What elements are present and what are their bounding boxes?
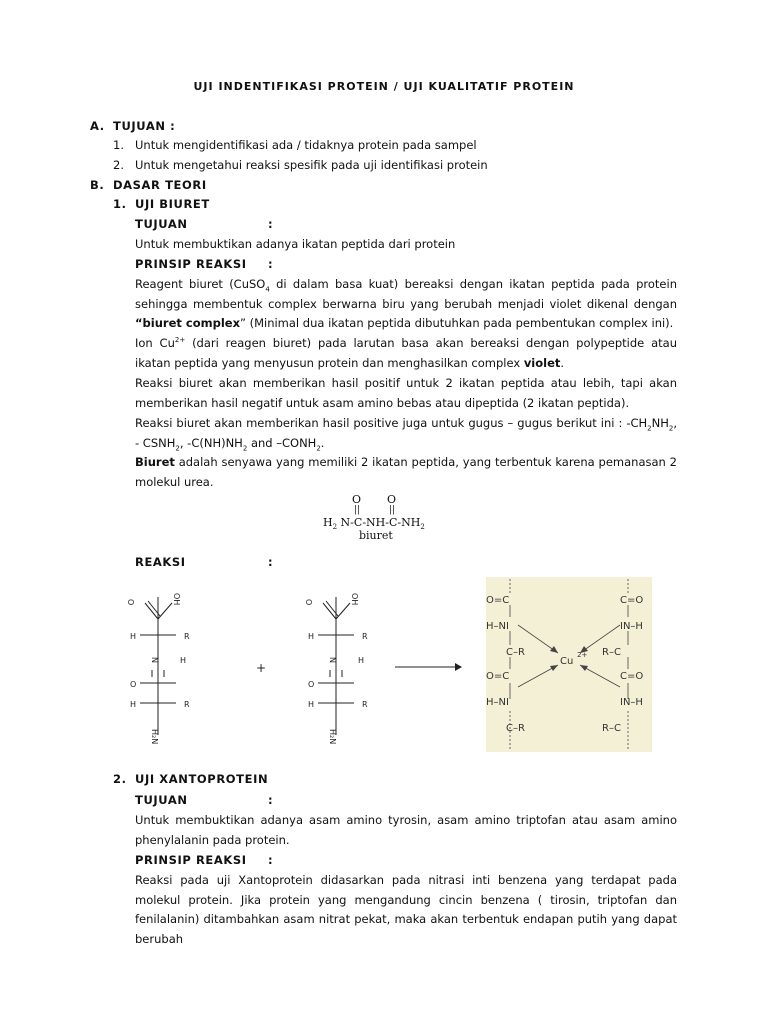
svg-text:N: N [328, 657, 337, 663]
biuret-tujuan-colon: : [268, 217, 274, 231]
biuret-reaksi-colon: : [268, 555, 274, 569]
structure-double-bond: || [389, 505, 396, 515]
xanto-num: 2. [113, 772, 127, 786]
biuret-paragraph-3: Reaksi biuret akan memberikan hasil positif untuk 2 ikatan peptida atau lebih, tapi akan memberikan hasil negatif untuk asam amino bebas atau dipeptida (2 ikatan peptida). [135, 376, 677, 410]
xanto-prinsip-text: Reaksi pada uji Xantoprotein didasarkan pada nitrasi inti benzena yang terdapat pada molekul protein. Jika protein yang mengandung cincin benzena ( tirosin, triptofan dan fenilalanin) ditambahkan asam nitrat pekat, maka akan terbentuk endapan putih yang dapat berubah [135, 873, 677, 946]
xanto-heading: UJI XANTOPROTEIN [135, 772, 269, 786]
biuret-tujuan-text: Untuk membuktikan adanya ikatan peptida dari protein [135, 237, 456, 251]
biuret-paragraph-5: Biuret adalah senyawa yang memiliki 2 ikatan peptida, yang terbentuk karena pemanasan 2 molekul urea. [135, 455, 677, 489]
svg-text:H: H [308, 632, 315, 641]
peptide-structure-2 [318, 597, 354, 735]
svg-text:H₂N: H₂N [150, 729, 159, 745]
copper-ion-label: Cu [560, 656, 574, 667]
peptide-structure-1 [140, 597, 176, 735]
svg-text:H: H [358, 656, 365, 665]
biuret-prinsip-label: PRINSIP REAKSI [135, 257, 247, 271]
svg-text:N: N [150, 657, 159, 663]
section-b-marker: B. [90, 178, 105, 192]
svg-text:C–R: C–R [506, 723, 525, 734]
xanto-tujuan-label: TUJUAN [135, 793, 188, 807]
xanto-prinsip-label: PRINSIP REAKSI [135, 853, 247, 867]
biuret-paragraph-1: Reagent biuret (CuSO$_4$ di dalam basa kuat) bereaksi dengan ikatan peptida pada protein sehingga membentuk complex berwarna biru yang berubah menjadi violet dikenal dengan “biuret complex” (Minimal dua ikatan peptida dibutuhkan pada pembentukan complex ini). [135, 277, 677, 331]
section-a-item-num: 2. [113, 158, 124, 172]
svg-text:O: O [304, 599, 313, 606]
svg-text:IN–H: IN–H [620, 621, 643, 632]
svg-text:C=O: C=O [620, 595, 644, 606]
biuret-prinsip-colon: : [268, 257, 274, 271]
plus-sign: + [256, 661, 267, 675]
svg-text:R: R [362, 700, 368, 709]
copper-complex [486, 577, 652, 752]
document-title: UJI INDENTIFIKASI PROTEIN / UJI KUALITATIF PROTEIN [193, 80, 575, 93]
structure-double-bond: || [354, 505, 361, 515]
svg-text:OH: OH [172, 593, 181, 606]
svg-text:O=C: O=C [486, 595, 510, 606]
svg-text:R–C: R–C [602, 723, 621, 734]
structure-caption: biuret [359, 529, 393, 542]
biuret-reaction-scheme [110, 575, 670, 755]
svg-text:R: R [362, 632, 368, 641]
structure-formula: $H_2$ $N-C-NH-C-NH_2$ [323, 516, 425, 532]
svg-text:IN–H: IN–H [620, 697, 643, 708]
xanto-tujuan-text: Untuk membuktikan adanya asam amino tyrosin, asam amino triptofan atau asam amino phenylalanin pada protein. [135, 813, 677, 847]
svg-text:O: O [308, 680, 315, 689]
svg-text:H: H [130, 632, 137, 641]
structure-oxygen: O [387, 493, 397, 506]
biuret-tujuan-label: TUJUAN [135, 217, 188, 231]
svg-text:C=O: C=O [620, 671, 644, 682]
copper-ion-charge: 2+ [577, 651, 588, 659]
svg-text:H–NI: H–NI [486, 621, 509, 632]
svg-text:H–NI: H–NI [486, 697, 509, 708]
section-a-marker: A. [90, 119, 105, 133]
section-b-label: DASAR TEORI [113, 178, 207, 192]
section-a-label: TUJUAN : [113, 119, 176, 133]
svg-text:O: O [126, 599, 135, 606]
svg-text:H: H [180, 656, 187, 665]
biuret-num: 1. [113, 197, 127, 211]
biuret-paragraph-2: Ion $Cu^{2+}$ (dari reagen biuret) pada larutan basa akan bereaksi dengan polypeptide atau ikatan peptida yang menyusun protein dan menghasilkan complex violet. [135, 336, 677, 370]
svg-text:H: H [130, 700, 137, 709]
svg-text:C–R: C–R [506, 647, 525, 658]
xanto-tujuan-colon: : [268, 793, 274, 807]
svg-text:H₂N: H₂N [328, 729, 337, 745]
svg-text:R: R [184, 632, 190, 641]
svg-text:R: R [184, 700, 190, 709]
biuret-paragraph-4: Reaksi biuret akan memberikan hasil positive juga untuk gugus – gugus berikut ini : $-CH_2NH_2$, - $CSNH_2$, $-C(NH)NH_2$ and $-CONH_2$. [135, 416, 677, 452]
svg-text:O=C: O=C [486, 671, 510, 682]
reaction-arrow [395, 663, 462, 671]
xanto-prinsip-colon: : [268, 853, 274, 867]
svg-text:O: O [130, 680, 137, 689]
svg-text:OH: OH [350, 593, 359, 606]
section-a-item-text: Untuk mengidentifikasi ada / tidaknya protein pada sampel [135, 138, 477, 152]
biuret-heading: UJI BIURET [135, 197, 210, 211]
biuret-reaksi-label: REAKSI [135, 555, 186, 569]
svg-text:H: H [308, 700, 315, 709]
svg-text:R–C: R–C [602, 647, 621, 658]
biuret-structure [318, 493, 438, 545]
section-a-item-num: 1. [113, 138, 124, 152]
structure-oxygen: O [352, 493, 362, 506]
section-a-item-text: Untuk mengetahui reaksi spesifik pada uji identifikasi protein [135, 158, 488, 172]
